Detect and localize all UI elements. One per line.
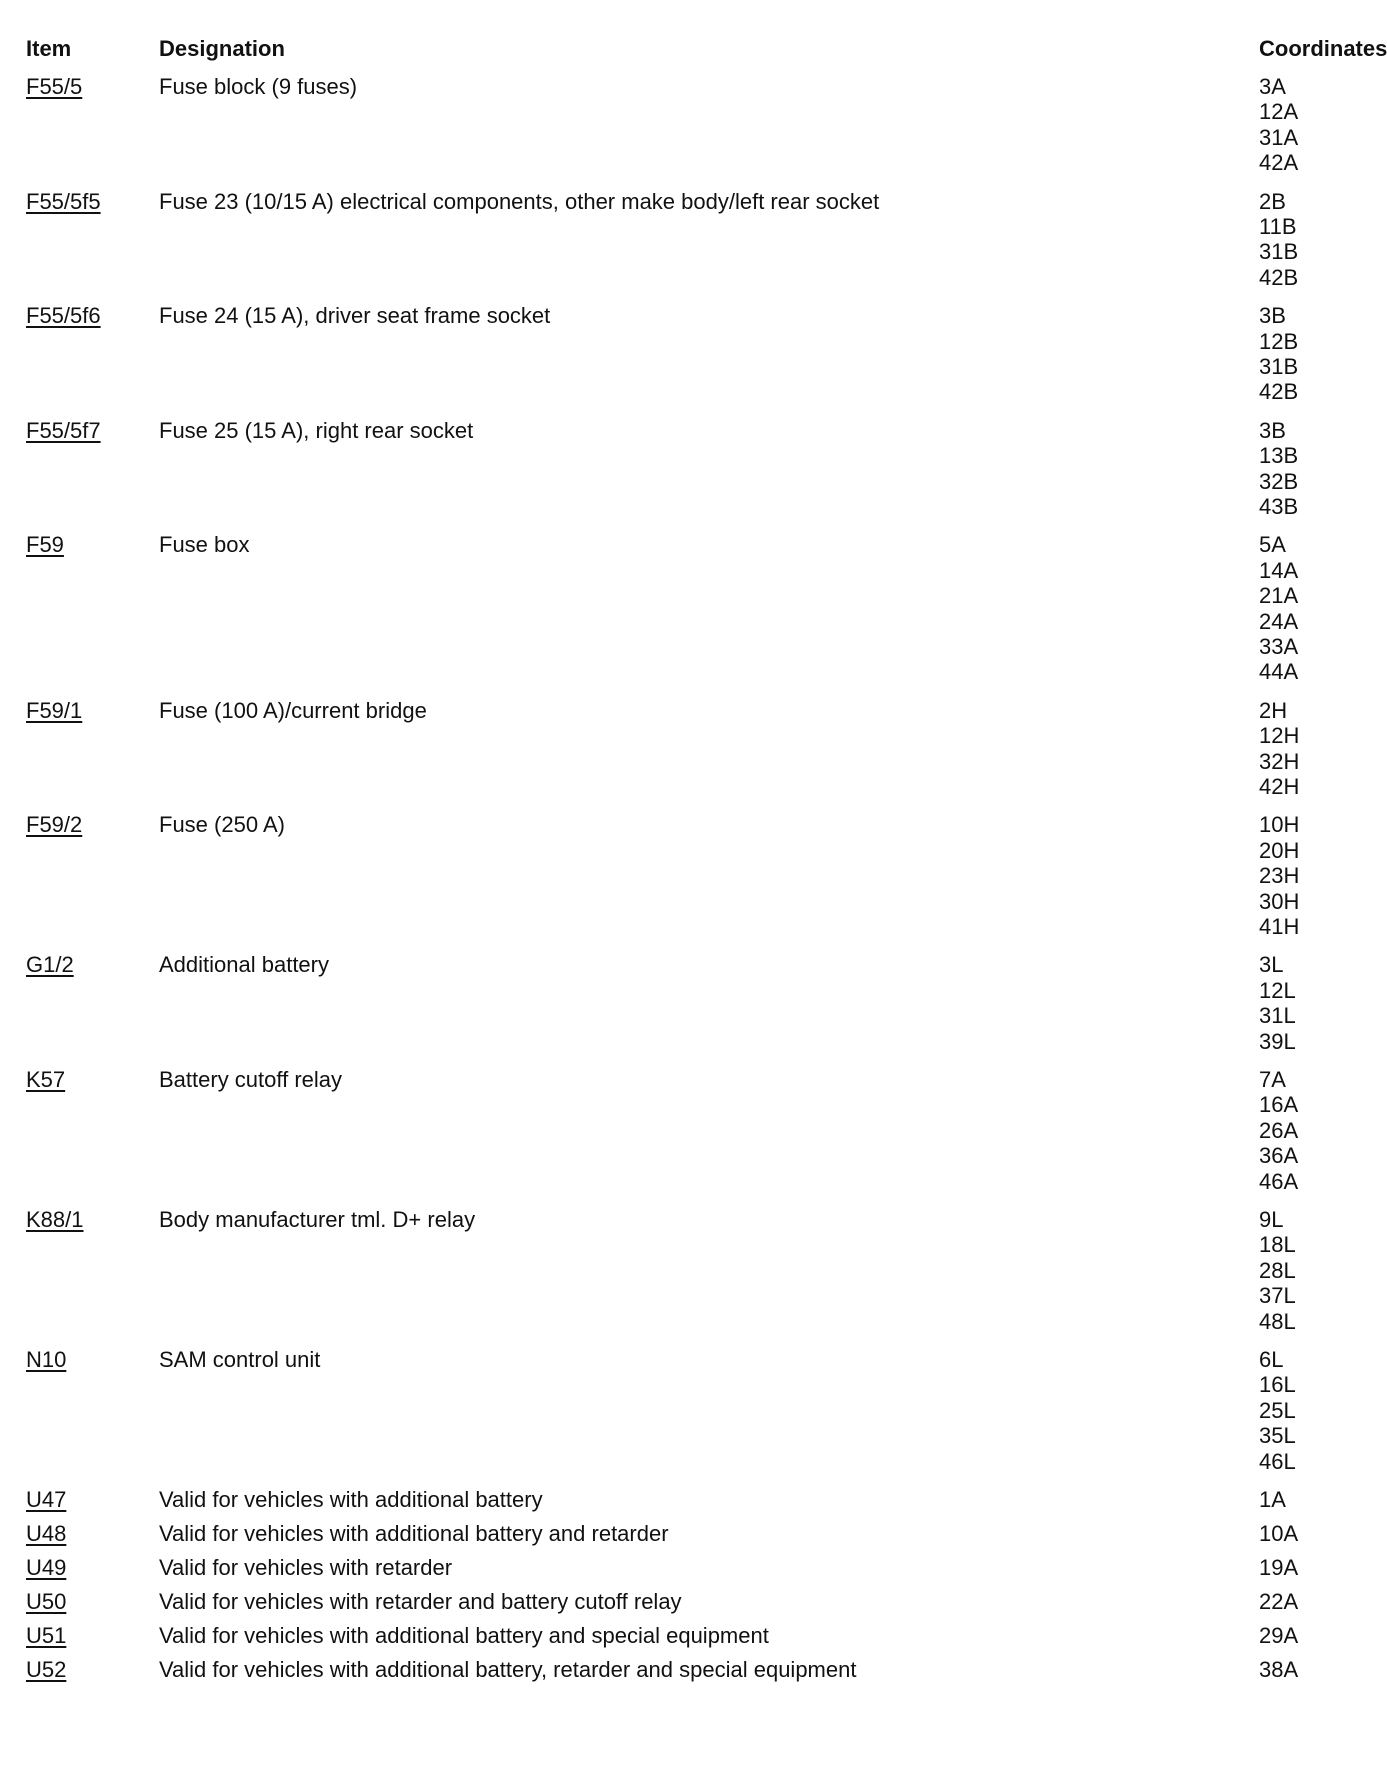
code-cell — [1259, 418, 1299, 520]
item-cell[interactable] — [26, 1067, 156, 1092]
code-value: 42B — [1259, 379, 1299, 405]
designation-cell: Fuse 24 (15 A), driver seat frame socket — [159, 303, 551, 329]
code-cell — [1259, 1207, 1299, 1334]
item-link[interactable]: K57 — [26, 1066, 66, 1092]
code-value: 42H — [1259, 773, 1300, 799]
code-cell — [1259, 1521, 1299, 1546]
item-cell[interactable] — [26, 74, 156, 99]
table-row — [0, 1207, 1376, 1334]
code-value: 7A — [1259, 1066, 1286, 1092]
code-value: 14A — [1259, 557, 1299, 583]
designation-cell: Valid for vehicles with additional battery — [159, 1486, 543, 1512]
item-link[interactable]: U52 — [26, 1656, 67, 1682]
code-value: 31B — [1259, 353, 1299, 379]
code-value: 3B — [1259, 417, 1286, 443]
code-cell — [1259, 952, 1299, 1054]
code-value: 3B — [1259, 303, 1286, 329]
designation-cell: Valid for vehicles with retarder and battery cutoff relay — [159, 1588, 682, 1614]
code-value: 19A — [1259, 1554, 1299, 1580]
item-cell[interactable] — [26, 189, 156, 214]
code-cell — [1259, 1487, 1299, 1512]
header-designation: Designation — [159, 36, 285, 61]
code-value: 1A — [1259, 1486, 1286, 1512]
code-value: 43B — [1259, 493, 1299, 519]
item-link[interactable]: F59 — [26, 532, 64, 558]
table-row — [0, 1521, 1376, 1546]
designation-cell: Valid for vehicles with additional battery and special equipment — [159, 1622, 769, 1648]
table-row — [0, 952, 1376, 1054]
table-row — [0, 189, 1376, 291]
code-value: 36A — [1259, 1143, 1299, 1169]
code-value: 39L — [1259, 1028, 1296, 1054]
code-cell — [1259, 1623, 1299, 1648]
code-value: 33A — [1259, 633, 1299, 659]
table-body — [0, 74, 1376, 1691]
header-code: Coordinates — [1259, 36, 1387, 61]
code-value: 11B — [1259, 213, 1297, 239]
code-value: 48L — [1259, 1308, 1296, 1334]
code-value: 31L — [1259, 1003, 1296, 1029]
table-row — [0, 1657, 1376, 1682]
table-row — [0, 812, 1376, 939]
code-value: 28L — [1259, 1257, 1296, 1283]
item-link[interactable]: U49 — [26, 1554, 67, 1580]
item-cell[interactable] — [26, 1657, 156, 1682]
designation-cell: SAM control unit — [159, 1346, 321, 1372]
header-item: Item — [26, 36, 72, 61]
code-value: 13B — [1259, 443, 1299, 469]
code-value: 31B — [1259, 239, 1299, 265]
code-value: 44A — [1259, 659, 1299, 685]
table-row — [0, 74, 1376, 176]
item-link[interactable]: N10 — [26, 1346, 67, 1372]
item-cell[interactable] — [26, 1521, 156, 1546]
code-value: 20H — [1259, 837, 1300, 863]
code-value: 2B — [1259, 188, 1286, 214]
item-link[interactable]: F55/5f6 — [26, 303, 101, 329]
designation-cell: Fuse (100 A)/current bridge — [159, 697, 427, 723]
table-row — [0, 698, 1376, 800]
item-link[interactable]: G1/2 — [26, 952, 74, 978]
code-value: 26A — [1259, 1117, 1299, 1143]
table-row — [0, 303, 1376, 405]
table-row — [0, 418, 1376, 520]
code-value: 30H — [1259, 888, 1300, 914]
code-value: 12H — [1259, 723, 1300, 749]
table-row — [0, 1347, 1376, 1474]
code-value: 42B — [1259, 264, 1299, 290]
code-cell — [1259, 698, 1299, 800]
code-value: 38A — [1259, 1656, 1299, 1682]
designation-cell: Body manufacturer tml. D+ relay — [159, 1206, 476, 1232]
code-value: 31A — [1259, 124, 1299, 150]
code-value: 2H — [1259, 697, 1288, 723]
code-value: 3L — [1259, 952, 1284, 978]
code-cell — [1259, 1347, 1299, 1474]
designation-cell: Fuse 23 (10/15 A) electrical components, other make body/left rear socket — [159, 188, 880, 214]
code-value: 21A — [1259, 583, 1299, 609]
code-value: 46A — [1259, 1168, 1299, 1194]
code-value: 10H — [1259, 812, 1300, 838]
code-value: 18L — [1259, 1232, 1296, 1258]
table-row — [0, 1067, 1376, 1194]
code-value: 32H — [1259, 748, 1300, 774]
code-value: 12A — [1259, 99, 1299, 125]
designation-cell: Additional battery — [159, 952, 329, 978]
code-value: 46L — [1259, 1448, 1296, 1474]
item-link[interactable]: U48 — [26, 1520, 67, 1546]
item-link[interactable]: F55/5f7 — [26, 417, 101, 443]
code-cell — [1259, 532, 1299, 684]
table-row — [0, 1589, 1376, 1614]
item-link[interactable]: U47 — [26, 1486, 67, 1512]
item-link[interactable]: K88/1 — [26, 1206, 84, 1232]
code-value: 22A — [1259, 1588, 1299, 1614]
code-cell — [1259, 189, 1299, 291]
item-cell[interactable] — [26, 812, 156, 837]
code-value: 6L — [1259, 1346, 1284, 1372]
code-value: 25L — [1259, 1397, 1296, 1423]
designation-cell: Valid for vehicles with retarder — [159, 1554, 453, 1580]
table-row — [0, 532, 1376, 684]
code-value: 10A — [1259, 1520, 1299, 1546]
code-cell — [1259, 812, 1299, 939]
item-link[interactable]: F55/5f5 — [26, 188, 101, 214]
item-cell[interactable] — [26, 303, 156, 328]
item-cell[interactable] — [26, 1207, 156, 1232]
code-value: 5A — [1259, 532, 1286, 558]
code-value: 35L — [1259, 1423, 1296, 1449]
designation-cell: Valid for vehicles with additional battery, retarder and special equipment — [159, 1656, 857, 1682]
item-cell[interactable] — [26, 698, 156, 723]
code-value: 37L — [1259, 1283, 1296, 1309]
item-link[interactable]: F59/1 — [26, 697, 83, 723]
code-value: 3A — [1259, 74, 1286, 99]
item-link[interactable]: U50 — [26, 1588, 67, 1614]
code-value: 12B — [1259, 328, 1299, 354]
code-cell — [1259, 1589, 1299, 1614]
item-cell[interactable] — [26, 1487, 156, 1512]
code-value: 24A — [1259, 608, 1299, 634]
designation-cell: Fuse 25 (15 A), right rear socket — [159, 417, 474, 443]
table-row — [0, 1623, 1376, 1648]
item-link[interactable]: F55/5 — [26, 74, 83, 99]
code-value: 29A — [1259, 1622, 1299, 1648]
code-cell — [1259, 1067, 1299, 1194]
item-cell[interactable] — [26, 1623, 156, 1648]
code-value: 9L — [1259, 1206, 1284, 1232]
code-value: 23H — [1259, 863, 1300, 889]
designation-cell: Fuse block (9 fuses) — [159, 74, 358, 99]
code-value: 41H — [1259, 913, 1300, 939]
item-cell[interactable] — [26, 1347, 156, 1372]
code-value: 12L — [1259, 977, 1296, 1003]
code-value: 16L — [1259, 1372, 1296, 1398]
code-value: 16A — [1259, 1092, 1299, 1118]
code-value: 42A — [1259, 150, 1299, 176]
code-cell — [1259, 1657, 1299, 1682]
designation-cell: Battery cutoff relay — [159, 1066, 343, 1092]
designation-cell: Fuse box — [159, 532, 250, 558]
item-cell[interactable] — [26, 1589, 156, 1614]
item-cell[interactable] — [26, 952, 156, 977]
item-link[interactable]: F59/2 — [26, 812, 83, 838]
code-value: 32B — [1259, 468, 1299, 494]
item-cell[interactable] — [26, 1555, 156, 1580]
code-cell — [1259, 74, 1299, 176]
code-cell — [1259, 303, 1299, 405]
item-link[interactable]: U51 — [26, 1622, 67, 1648]
designation-cell: Valid for vehicles with additional battery and retarder — [159, 1520, 669, 1546]
table-row — [0, 1487, 1376, 1512]
item-cell[interactable] — [26, 532, 156, 557]
item-cell[interactable] — [26, 418, 156, 443]
table-header — [0, 34, 1387, 64]
designation-cell: Fuse (250 A) — [159, 812, 285, 838]
table-row — [0, 1555, 1376, 1580]
code-cell — [1259, 1555, 1299, 1580]
